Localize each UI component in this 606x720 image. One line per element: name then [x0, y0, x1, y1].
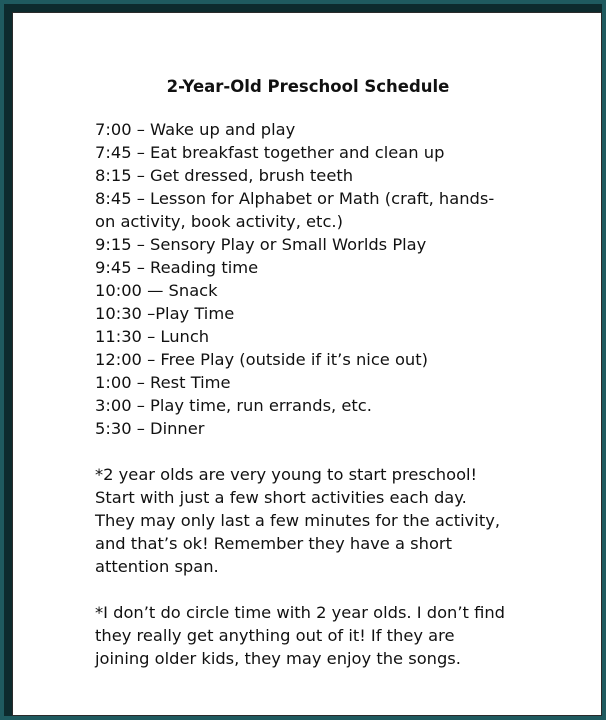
schedule-line: 1:00 – Rest Time — [95, 373, 231, 392]
schedule-line: 7:45 – Eat breakfast together and clean up — [95, 143, 445, 162]
schedule-line: 10:30 –Play Time — [95, 304, 235, 323]
note-line: and that’s ok! Remember they have a short — [95, 534, 452, 553]
document-body — [95, 118, 595, 670]
schedule-line: 3:00 – Play time, run errands, etc. — [95, 396, 372, 415]
note-line: they really get anything out of it! If they are — [95, 626, 455, 645]
schedule-line: 10:00 — Snack — [95, 281, 218, 300]
schedule-line: 11:30 – Lunch — [95, 327, 210, 346]
note-paragraph-2 — [95, 601, 595, 670]
note-line: *I don’t do circle time with 2 year olds. I don’t find — [95, 603, 506, 622]
schedule-line: 9:15 – Sensory Play or Small Worlds Play — [95, 235, 427, 254]
schedule-line: 9:45 – Reading time — [95, 258, 259, 277]
spacer — [95, 440, 595, 463]
note-line: They may only last a few minutes for the activity, — [95, 511, 501, 530]
schedule-line: 5:30 – Dinner — [95, 419, 205, 438]
note-line: joining older kids, they may enjoy the songs. — [95, 649, 461, 668]
note-line: *2 year olds are very young to start preschool! — [95, 465, 478, 484]
note-paragraph-1 — [95, 463, 595, 578]
schedule-line: on activity, book activity, etc.) — [95, 212, 343, 231]
document-page — [12, 12, 602, 716]
note-line: Start with just a few short activities each day. — [95, 488, 467, 507]
document-title: 2-Year-Old Preschool Schedule — [166, 77, 450, 96]
schedule-line: 8:15 – Get dressed, brush teeth — [95, 166, 354, 185]
schedule-line: 7:00 – Wake up and play — [95, 120, 296, 139]
note-line: attention span. — [95, 557, 219, 576]
schedule-line: 8:45 – Lesson for Alphabet or Math (craft, hands- — [95, 189, 495, 208]
schedule-line: 12:00 – Free Play (outside if it’s nice out) — [95, 350, 428, 369]
spacer — [95, 578, 595, 601]
schedule-list — [95, 118, 595, 440]
